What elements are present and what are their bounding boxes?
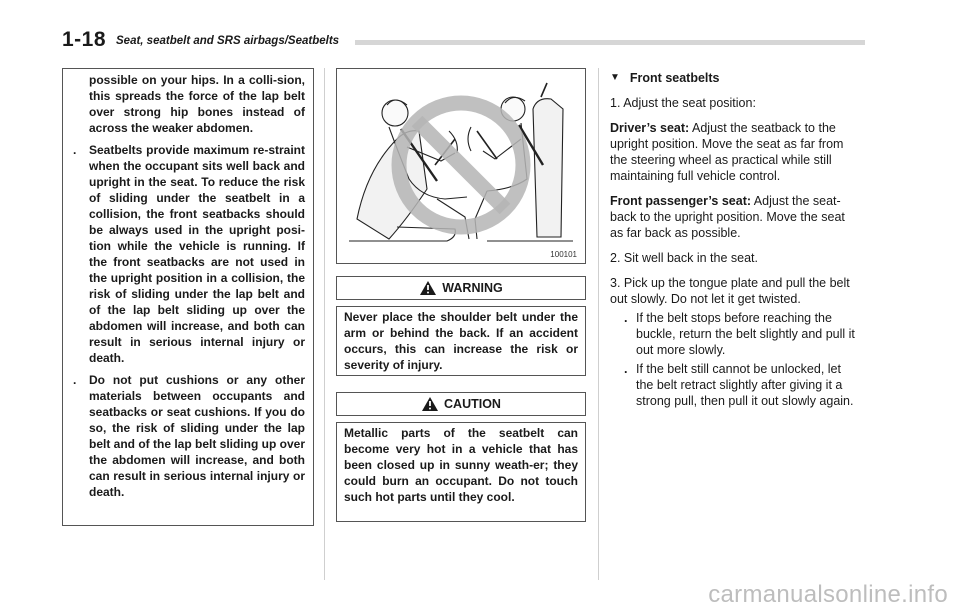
seatbelt-illustration: [336, 68, 586, 264]
driver-seat-text: Adjust the seatback to the upright position. Move the seat as far from the steering wheel as practical while still maintaining full vehicle control.: [610, 121, 844, 183]
bullet-icon: .: [73, 143, 77, 157]
subheading: [610, 70, 860, 86]
step-2: 2. Sit well back in the seat.: [610, 251, 758, 265]
page-header: [0, 28, 960, 52]
passenger-seat-label: Front passenger’s seat:: [610, 194, 752, 208]
bullet-icon: .: [73, 373, 77, 387]
warning-triangle-icon: [419, 280, 437, 296]
continuation-text: possible on your hips. In a colli-sion, this spreads the force of the lap belt over strong hip bones instead of across the weaker abdomen.: [89, 73, 305, 135]
left-warning-box: [62, 68, 314, 526]
bullet-icon: .: [624, 311, 628, 325]
caution-header: [336, 392, 586, 416]
step-1: 1. Adjust the seat position:: [610, 96, 756, 110]
list-item: [73, 142, 305, 366]
list-item: [624, 310, 860, 358]
bullet-text: Seatbelts provide maximum re-straint when the occupant sits well back and upright in the seat. To reduce the risk of sliding under the seatbelt in a collision, the front seatbacks should be always used in the upright posi-tion while the vehicle is running. If the front seatbacks are not used in the upright position in a collision, the risk of sliding under the lap belt and of the lap belt sliding up over the abdomen will increase, and both can result in serious internal injury or death.: [89, 143, 305, 365]
header-rule: [355, 40, 865, 45]
warning-text: Never place the shoulder belt under the arm or behind the back. If an accident occurs, this can increase the risk or severity of injury.: [336, 306, 586, 376]
step-3: 3. Pick up the tongue plate and pull the belt out slowly. Do not let it get twisted.: [610, 276, 850, 306]
page-number: 1-18: [62, 28, 107, 51]
instructions-column: [610, 70, 860, 412]
caution-title: CAUTION: [444, 397, 501, 411]
bullet-icon: .: [624, 362, 628, 376]
driver-seat-paragraph: [610, 120, 860, 184]
section-marker-icon: ▼: [610, 72, 620, 83]
list-item: [624, 361, 860, 409]
passenger-seat-text: Adjust the seat-back to the upright position. Move the seat as far back as possible.: [610, 194, 845, 240]
passenger-seat-paragraph: [610, 193, 860, 241]
caution-text: Metallic parts of the seatbelt can become very hot in a vehicle that has been closed up in sunny weath-er; they could burn an occupant. Do not touch such hot parts until they cool.: [336, 422, 586, 522]
sub-bullet-text: If the belt stops before reaching the buckle, return the belt slightly and pull it out more slowly.: [636, 311, 855, 357]
column-divider: [598, 68, 599, 580]
list-item: [73, 372, 305, 500]
figure-code: 100101: [550, 250, 577, 259]
column-divider: [324, 68, 325, 580]
watermark: carmanualsonline.info: [708, 581, 948, 608]
driver-seat-label: Driver’s seat:: [610, 121, 690, 135]
sub-bullet-text: If the belt still cannot be unlocked, let the belt retract slightly after giving it a strong pull, then pull it out slowly again.: [636, 362, 854, 408]
warning-header: [336, 276, 586, 300]
subheading-text: Front seatbelts: [629, 71, 720, 85]
bullet-text: Do not put cushions or any other materials between occupants and seatbacks or seat cushions. If you do so, the risk of sliding under the lap belt and of the lap belt sliding up over the abdomen will increase, and both can result in serious internal injury or death.: [89, 373, 306, 499]
seat-posture-drawing: [337, 69, 585, 263]
warning-title: WARNING: [442, 281, 503, 295]
caution-triangle-icon: [421, 396, 439, 412]
section-title: Seat, seatbelt and SRS airbags/Seatbelts: [116, 35, 340, 47]
